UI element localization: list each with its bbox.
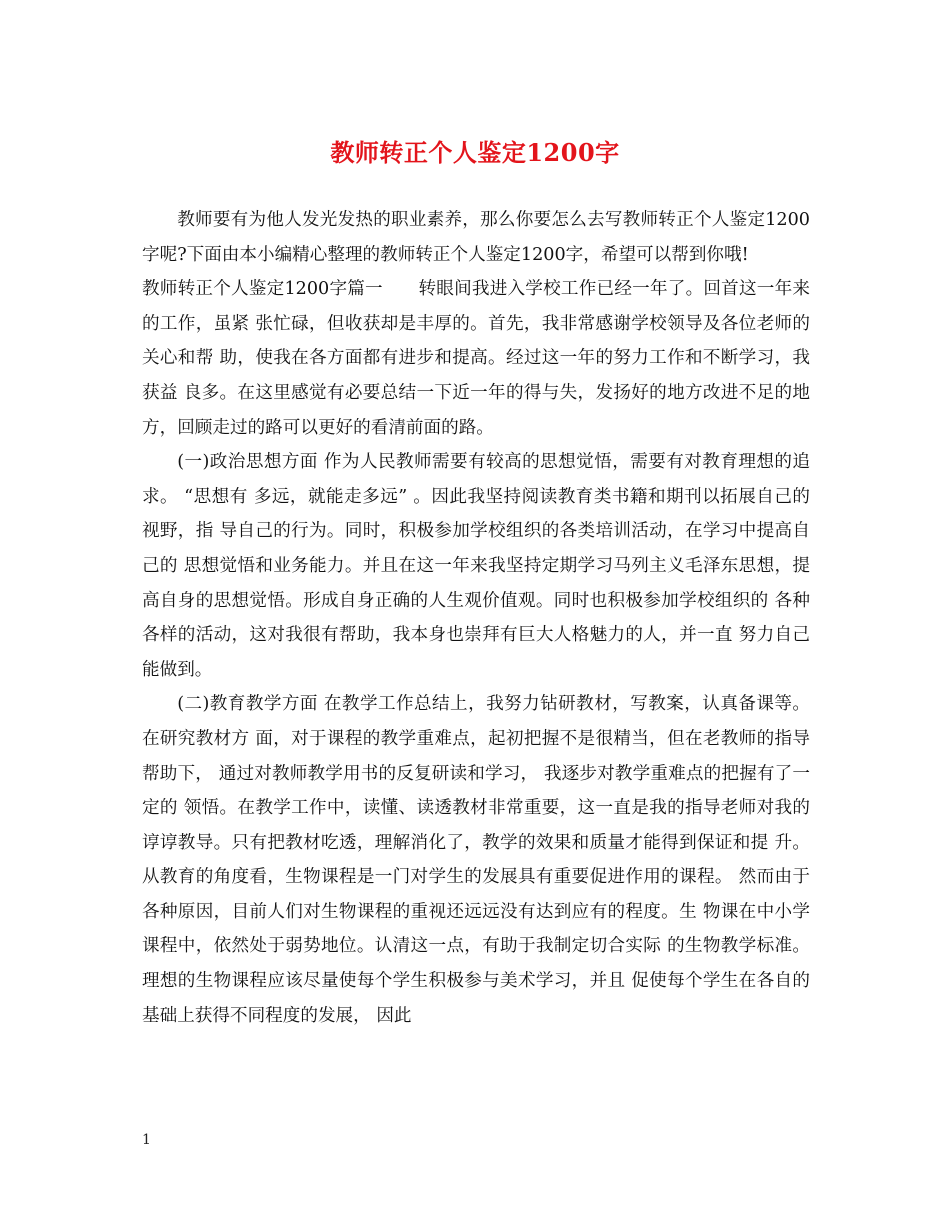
teaching-paragraph: (二)教育教学方面 在教学工作总结上，我努力钻研教材，写教案，认真备课等。在研究教材方 面，对于课程的教学重难点，起初把握不是很精当，但在老教师的指导帮助下， 通过对教师教学用书的反复研读和学习， 我逐步对教学重难点的把握有了一定的 领悟。在教学工作中，读懂、读透教材非常重要，这一直是我的指导老师对我的 谆谆教导。只有把教材吃透，理解消化了，教学的效果和质量才能得到保证和提 升。从教育的角度看，生物课程是一门对学生的发展具有重要促进作用的课程。 然而由于各种原因，目前人们对生物课程的重视还远远没有达到应有的程度。生 物课在中小学课程中，依然处于弱势地位。认清这一点，有助于我制定切合实际 的生物教学标准。理想的生物课程应该尽量使每个学生积极参与美术学习，并且 促使每个学生在各自的基础上获得不同程度的发展， 因此: [142, 694, 810, 1026]
document-title: 教师转正个人鉴定1200字: [330, 138, 620, 167]
document-body: [142, 203, 810, 1033]
political-thought-paragraph: (一)政治思想方面 作为人民教师需要有较高的思想觉悟，需要有对教育理想的追求。 “思想有 多远，就能走多远” 。因此我坚持阅读教育类书籍和期刊以拓展自己的视野，指 导自己的行为。同时，积极参加学校组织的各类培训活动，在学习中提高自己的 思想觉悟和业务能力。并且在这一年来我坚持定期学习马列主义毛泽东思想，提 高自身的思想觉悟。形成自身正确的人生观价值观。同时也积极参加学校组织的 各种各样的活动，这对我很有帮助，我本身也崇拜有巨大人格魅力的人，并一直 努力自己能做到。: [142, 452, 810, 680]
page-number: 1: [142, 1132, 151, 1148]
intro-paragraph: 教师要有为他人发光发热的职业素养，那么你要怎么去写教师转正个人鉴定1200字呢?下面由本小编精心整理的教师转正个人鉴定1200字，希望可以帮到你哦!: [142, 210, 810, 265]
section-one-paragraph: 教师转正个人鉴定1200字篇一 转眼间我进入学校工作已经一年了。回首这一年来的工作，虽紧 张忙碌，但收获却是丰厚的。首先，我非常感谢学校领导及各位老师的关心和帮 助，使我在各方面都有进步和提高。经过这一年的努力工作和不断学习，我获益 良多。在这里感觉有必要总结一下近一年的得与失，发扬好的地方改进不足的地 方，回顾走过的路可以更好的看清前面的路。: [142, 279, 810, 438]
